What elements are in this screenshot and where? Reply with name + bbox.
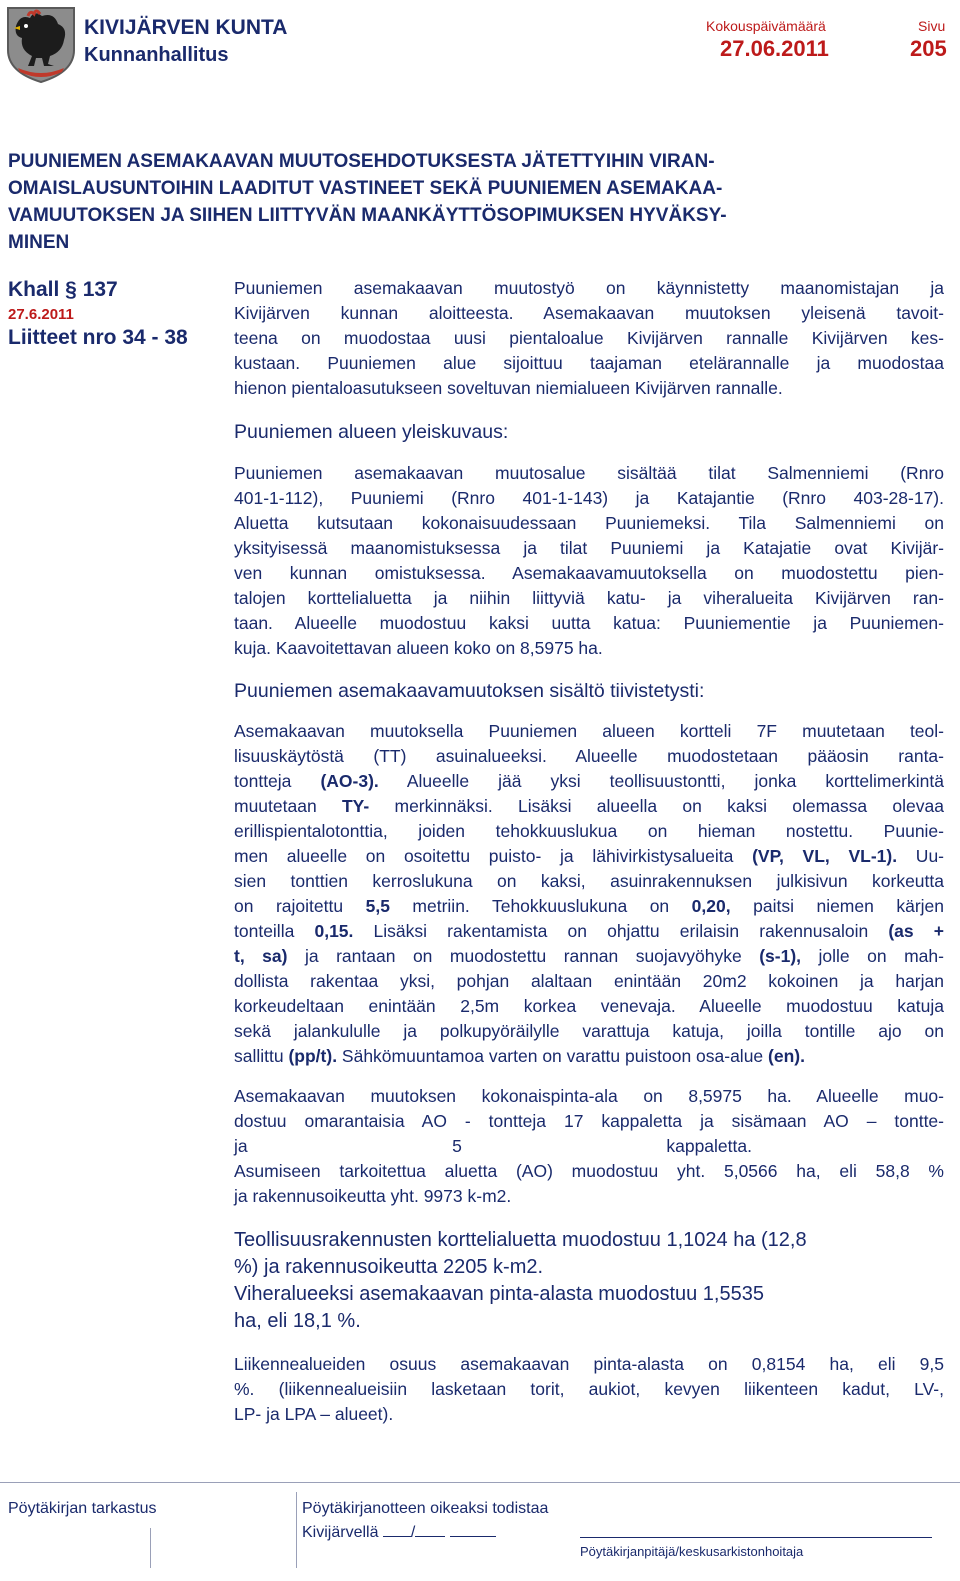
text-run: jolle on mah- <box>801 946 944 966</box>
text-run: muutetaan <box>234 796 342 816</box>
document-title <box>8 148 948 256</box>
text-line: yksityisessä maanomistuksessa ja tilat Puuniemi ja Katajatie ovat Kivijär- <box>234 538 944 558</box>
bold-value: 5,5 <box>365 896 390 916</box>
section-number: Khall § 137 <box>8 278 118 301</box>
text-line: kustaan. Puuniemen alue sijoittuu taajaman etelärannalle ja muodostaa <box>234 353 944 373</box>
intro-paragraph <box>234 276 944 401</box>
text-line <box>234 1044 944 1069</box>
text-line: Viheralueeksi asemakaavan pinta-alasta muodostuu 1,5535 <box>234 1283 764 1305</box>
month-blank <box>415 1522 445 1537</box>
text-line: hienon pientaloasutukseen soveltuvan niemialueen Kivijärven rannalle. <box>234 378 783 398</box>
organization-name: KIVIJÄRVEN KUNTA <box>84 16 288 39</box>
text-line <box>234 919 944 944</box>
summary-paragraph <box>234 719 944 1069</box>
text-line <box>234 894 944 919</box>
text-line: taan. Alueelle muodostuu kaksi uutta katua: Puuniementie ja Puuniemen- <box>234 613 944 633</box>
text-line: LP- ja LPA – alueet). <box>234 1404 394 1424</box>
zone-code: (AO-3). <box>320 771 379 791</box>
text-line <box>234 769 944 794</box>
signer-role: Pöytäkirjanpitäjä/keskusarkistonhoitaja <box>580 1544 804 1559</box>
zone-code: (s-1), <box>759 946 802 966</box>
text-line: Asemakaavan muutoksen kokonaispinta-ala on 8,5975 ha. Alueelle muo- <box>234 1086 944 1106</box>
meeting-date-label: Kokouspäivämäärä <box>706 18 826 34</box>
coat-of-arms-rooster-icon <box>4 4 78 84</box>
text-run: kappaletta. <box>666 1136 752 1156</box>
text-line: ven kunnan omistuksessa. Asemakaavamuutoksella on muodostettu pien- <box>234 563 944 583</box>
text-run: on rajoitettu <box>234 896 366 916</box>
text-run: paitsi niemen kärjen <box>730 896 945 916</box>
text-line: ha, eli 18,1 %. <box>234 1310 361 1332</box>
bold-value: 0,15. <box>314 921 354 941</box>
board-name: Kunnanhallitus <box>84 44 229 66</box>
text-line: Puuniemen asemakaavan muutosalue sisältää tilat Salmenniemi (Rnro <box>234 463 944 483</box>
text-run: sallittu <box>234 1046 289 1066</box>
text-line: lisuuskäytöstä (TT) asuinalueeksi. Alueelle muodostetaan pääosin ranta- <box>234 746 944 766</box>
text-run: Lisäksi rakentamista on ohjattu erilaisin rakennusaloin <box>353 921 889 941</box>
text-line: 401-1-112), Puuniemi (Rnro 401-1-143) ja Katajantie (Rnro 403-28-17). <box>234 488 944 508</box>
text-line: dostuu omarantaisia AO - tontteja 17 kappaletta ja sisämaan AO – tontte- <box>234 1111 944 1131</box>
text-line: dollista rakentaa yksi, pohjan alaltaan enintään 20m2 kokoinen ja harjan <box>234 971 944 991</box>
text-line: Asumiseen tarkoitettua aluetta (AO) muodostuu yht. 5,0566 ha, eli 58,8 % <box>234 1161 944 1181</box>
signature-place-line <box>302 1522 496 1542</box>
page-label: Sivu <box>918 18 946 34</box>
text-run: tontteja <box>234 771 321 791</box>
text-line <box>234 1134 752 1159</box>
summary-heading: Puuniemen asemakaavamuutoksen sisältö tiivistetysti: <box>234 680 705 702</box>
title-line: PUUNIEMEN ASEMAKAAVAN MUUTOSEHDOTUKSESTA JÄTETTYIHIN VIRAN- <box>8 151 715 172</box>
text-line: %) ja rakennusoikeutta 2205 k-m2. <box>234 1256 544 1278</box>
footer-divider <box>0 1482 960 1483</box>
text-line: Asemakaavan muutoksella Puuniemen alueen kortteli 7F muutetaan teol- <box>234 721 944 741</box>
title-line: OMAISLAUSUNTOIHIN LAADITUT VASTINEET SEKÄ PUUNIEMEN ASEMAKAA- <box>8 178 723 199</box>
text-line: erillispientalotonttia, joiden tehokkuuslukua on hieman nostettu. Puunie- <box>234 821 944 841</box>
zone-code: (pp/t). <box>288 1046 338 1066</box>
text-run: merkinnäksi. Lisäksi alueella on kaksi olemassa olevaa <box>369 796 944 816</box>
place-name: Kivijärvellä <box>302 1524 379 1541</box>
text-line: ja rakennusoikeutta yht. 9973 k-m2. <box>234 1186 512 1206</box>
text-run: men alueelle on osoitettu puisto- ja lähivirkistysalueita <box>234 846 753 866</box>
signature-line <box>580 1537 932 1538</box>
text-run: ja <box>234 1136 248 1156</box>
zone-code: (as + <box>888 921 945 941</box>
title-line: VAMUUTOKSEN JA SIIHEN LIITTYVÄN MAANKÄYTTÖSOPIMUKSEN HYVÄKSY- <box>8 205 727 226</box>
text-line: kuja. Kaavoitettavan alueen koko on 8,5975 ha. <box>234 638 603 658</box>
zone-code: t, sa) <box>234 946 288 966</box>
text-line: %. (liikennealueisiin lasketaan torit, aukiot, kevyen liikenteen kadut, LV-, <box>234 1379 944 1399</box>
text-line: korkeudeltaan enintään 2,5m korkea venevaja. Alueelle muodostuu katuja <box>234 996 944 1016</box>
text-run: Uu- <box>897 846 945 866</box>
text-line: Kivijärven kunnan aloitteesta. Asemakaavan muutoksen yleisenä tavoit- <box>234 303 944 323</box>
text-line: sekä jalankululle ja polkupyöräilylle varattuja katuja, joilla tontille ajo on <box>234 1021 944 1041</box>
section-date: 27.6.2011 <box>8 306 74 323</box>
text-run: 5 <box>452 1136 462 1156</box>
footer-divider-vertical <box>150 1528 151 1568</box>
text-line: Puuniemen asemakaavan muutostyö on käynnistetty maanomistajan ja <box>234 278 944 298</box>
traffic-paragraph <box>234 1352 944 1427</box>
bold-value: 0,20, <box>691 896 731 916</box>
zone-code: (VP, VL, VL-1). <box>752 846 898 866</box>
text-run: Alueelle jää yksi teollisuustontti, jonka korttelimerkintä <box>378 771 944 791</box>
day-blank <box>383 1522 411 1537</box>
year-blank <box>450 1522 496 1537</box>
text-line <box>234 944 944 969</box>
zone-code: TY- <box>341 796 370 816</box>
text-line: talojen korttelialuetta ja niihin liittyviä katu- ja viheralueita Kivijärven ran- <box>234 588 944 608</box>
attachments-reference: Liitteet nro 34 - 38 <box>8 326 188 349</box>
coat-of-arms-logo <box>4 4 78 84</box>
meeting-date-value: 27.06.2011 <box>720 36 829 61</box>
industry-paragraph <box>234 1227 914 1335</box>
text-run: tonteilla <box>234 921 315 941</box>
text-run: ja rantaan on muodostettu rannan suojavyöhyke <box>287 946 760 966</box>
date-separator: / <box>410 1524 416 1541</box>
text-line: Liikennealueiden osuus asemakaavan pinta-alasta on 0,8154 ha, eli 9,5 <box>234 1354 944 1374</box>
text-run: metriin. Tehokkuuslukuna on <box>389 896 692 916</box>
title-line: MINEN <box>8 232 70 253</box>
text-line: Teollisuusrakennusten korttelialuetta muodostuu 1,1024 ha (12,8 <box>234 1229 807 1251</box>
certification-label: Pöytäkirjanotteen oikeaksi todistaa <box>302 1500 549 1517</box>
text-line <box>234 794 944 819</box>
text-line <box>234 844 944 869</box>
review-label: Pöytäkirjan tarkastus <box>8 1500 157 1517</box>
overview-heading: Puuniemen alueen yleiskuvaus: <box>234 421 509 443</box>
text-run: Sähkömuuntamoa varten on varattu puistoon osa-alue <box>337 1046 769 1066</box>
area-paragraph <box>234 1084 944 1209</box>
page-number: 205 <box>910 36 947 61</box>
overview-paragraph <box>234 461 944 661</box>
footer-divider-vertical <box>296 1492 297 1568</box>
text-line: teena on muodostaa uusi pientaloalue Kivijärven rannalle Kivijärven kes- <box>234 328 944 348</box>
zone-code: (en). <box>768 1046 805 1066</box>
text-line: Aluetta kutsutaan kokonaisuudessaan Puuniemeksi. Tila Salmenniemi on <box>234 513 944 533</box>
text-line: sien tonttien kerroslukuna on kaksi, asuinrakennuksen julkisivun korkeutta <box>234 871 944 891</box>
